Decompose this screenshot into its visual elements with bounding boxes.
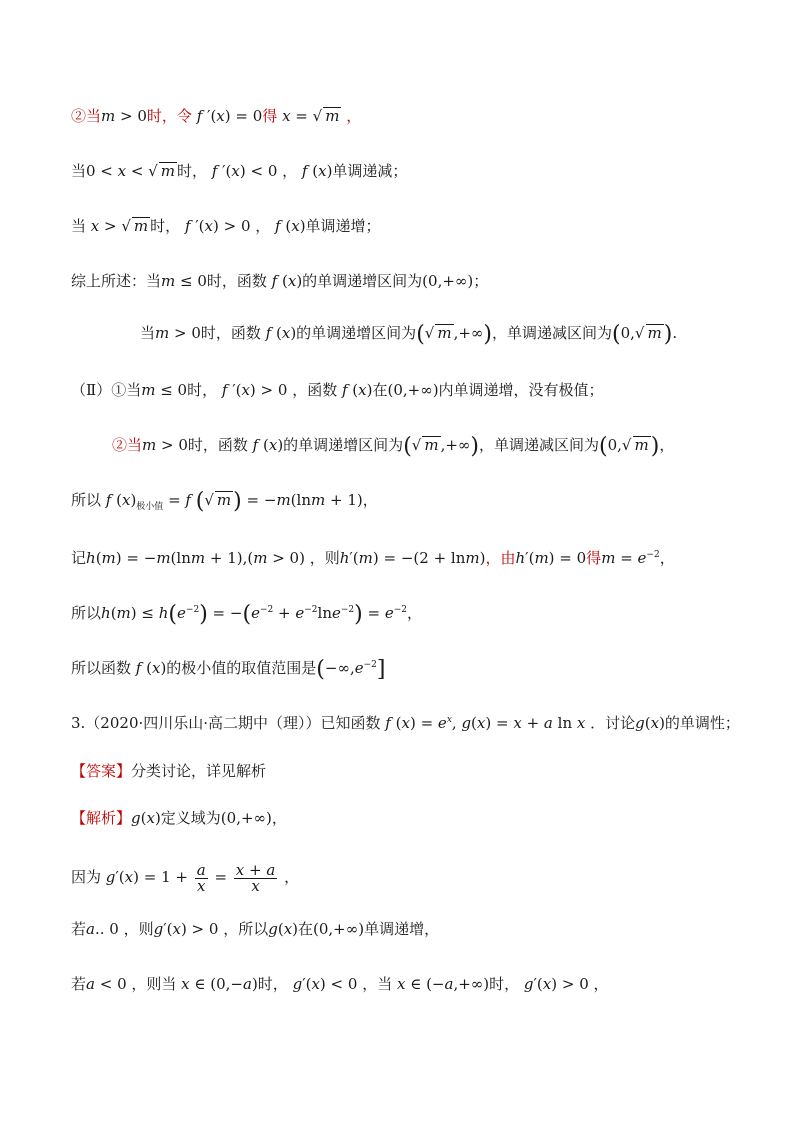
summary-line-2: 当m > 0时，函数 f (x)的单调递增区间为(√ m ,+∞)，单调递减区间为(0,√ m). (140, 322, 678, 347)
answer-line: 【答案】分类讨论，详见解析 (71, 762, 267, 780)
h-bound-line: 所以$h(m) \le h(e^{-2}) = -(e^{-2} + e^{-2}\ln e^{-2}) = e^{-2}$， (71, 602, 423, 627)
part-ii-case-2-line: ②当m > 0时，函数 f (x)的单调递增区间为(√ m ,+∞)，单调递减区间为(0,√ m)， (112, 434, 675, 459)
increasing-interval-line: 当 x > √ m 时， f ′(x) > 0 ， f (x)单调递增； (71, 217, 381, 235)
summary-line-1: 综上所述：当m ≤ 0时，函数 f (x)的单调递增区间为(0,+∞)； (71, 272, 489, 290)
question-3-line: 3.（2020·四川乐山·高二期中（理））已知函数 f $(x) = e^x$, g(x) = x + a ln x ．讨论g(x)的单调性； (71, 714, 740, 732)
analysis-line: 【解析】g(x)定义域为(0,+∞)， (71, 809, 287, 827)
range-conclusion-line: 所以函数 f (x)的极小值的取值范围是$(-\infty,e^{-2}]$ (71, 657, 386, 682)
case-m-positive-line: ②当m > 0时，令 f ′(x) = 0得 x = √ m ， (71, 107, 362, 125)
minimum-value-line: 所以 f $(x)_{极小值} = f$ (√ m) = −m(lnm + 1)， (71, 489, 378, 514)
decreasing-interval-line: 当0 < x < √ m 时， f ′(x) < 0 ， f (x)单调递减； (71, 162, 408, 180)
part-ii-line: （Ⅱ）①当m ≤ 0时， f ′(x) > 0 ，函数 f (x)在(0,+∞)内单调递增，没有极值； (71, 381, 604, 399)
fraction-x-plus-a-over-x: $\frac{x + a}{x}$ (235, 860, 276, 895)
case-a-negative-line: 若a < 0 ，则当 x ∈ (0,−a)时， g′(x) < 0 ，当 x ∈ (−a,+∞)时， g′(x) > 0 ， (71, 975, 609, 993)
function-h-line: 记h(m) = −m(lnm + 1),(m > 0) ，则h′(m) = −(2 + lnm)，由h′(m) = 0得$m = e^{-2}$， (71, 549, 675, 567)
derivative-line: 因为 g′(x) = 1 + $\frac{a}{x}$ = $\frac{x + a}{x}$ ， (71, 860, 300, 895)
fraction-a-over-x: $\frac{a}{x}$ (196, 860, 206, 895)
case-a-nonneg-line: 若a.. 0 ，则g′(x) > 0 ，所以g(x)在(0,+∞)单调递增， (71, 920, 440, 938)
